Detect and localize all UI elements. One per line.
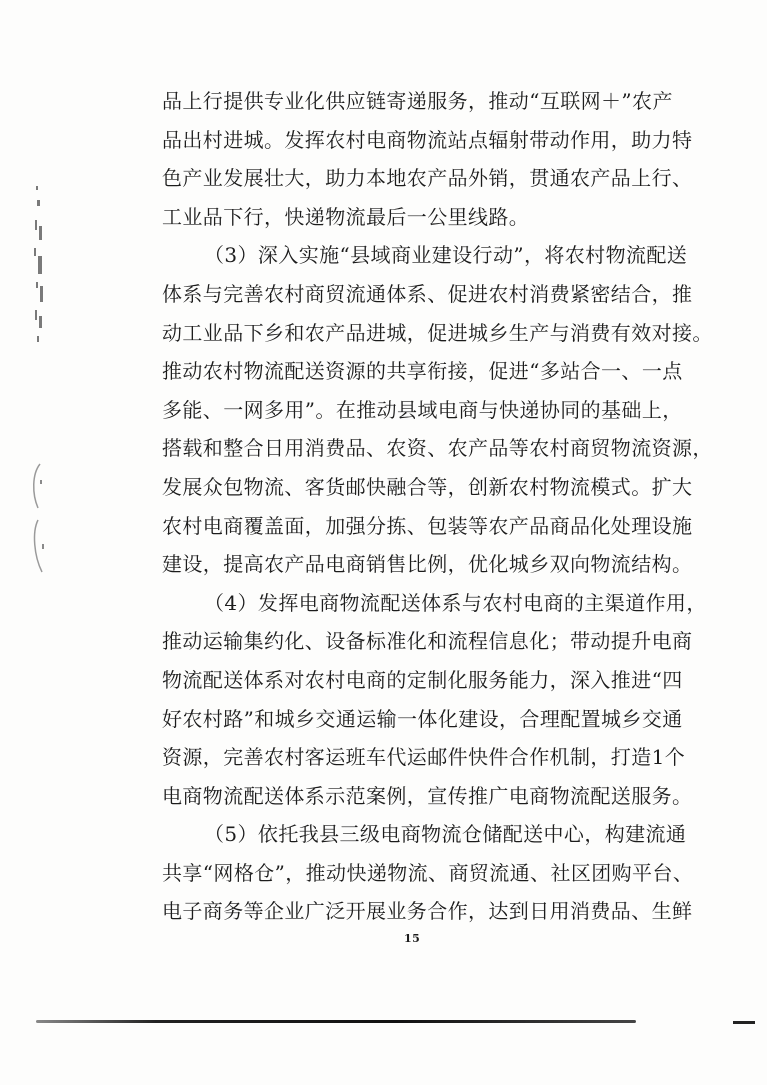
- paragraph-line: 品出村进城。发挥农村电商物流站点辐射带动作用，助力特: [162, 127, 693, 152]
- paragraph-line: 动工业品下乡和农产品进城，促进城乡生产与消费有效对接。: [162, 320, 713, 345]
- paragraph-line: 体系与完善农村商贸流通体系、促进农村消费紧密结合，推: [162, 281, 693, 306]
- paragraph-line: 品上行提供专业化供应链寄递服务，推动“互联网＋”农产: [162, 89, 673, 113]
- paragraph-4-first-line: （4）发挥电商物流配送体系与农村电商的主渠道作用，: [204, 590, 707, 615]
- paragraph-line: 发展众包物流、客货邮快融合等，创新农村物流模式。扩大: [162, 474, 693, 499]
- page-number: 15: [404, 932, 421, 945]
- paragraph-line: 物流配送体系对农村电商的定制化服务能力，深入推进“四: [162, 667, 683, 692]
- footer-edge-mark: [733, 1021, 755, 1024]
- paragraph-line: 色产业发展壮大，助力本地农产品外销，贯通农产品上行、: [162, 166, 693, 191]
- binding-hole-marks-top: [28, 186, 50, 346]
- paragraph-line: 农村电商覆盖面，加强分拣、包装等农产品商品化处理设施: [162, 513, 693, 538]
- paragraph-line: 推动农村物流配送资源的共享衔接，促进“多站合一、一点: [162, 359, 683, 384]
- paragraph-3-first-line: （3）深入实施“县域商业建设行动”，将农村物流配送: [204, 243, 688, 268]
- paragraph-line: 工业品下行，快递物流最后一公里线路。: [162, 204, 530, 229]
- paragraph-5-first-line: （5）依托我县三级电商物流仓储配送中心，构建流通: [204, 822, 687, 847]
- paragraph-line: 搭载和整合日用消费品、农资、农产品等农村商贸物流资源，: [162, 436, 713, 461]
- paragraph-line: 电商物流配送体系示范案例，宣传推广电商物流配送服务。: [162, 783, 693, 808]
- paragraph-line: 资源，完善农村客运班车代运邮件快件合作机制，打造1个: [162, 745, 686, 770]
- body-text: [162, 82, 713, 931]
- paragraph-line: 多能、一网多用”。在推动县域电商与快递协同的基础上，: [162, 397, 683, 422]
- paragraph-line: 推动运输集约化、设备标准化和流程信息化；带动提升电商: [162, 629, 693, 654]
- paragraph-line: 共享“网格仓”，推动快递物流、商贸流通、社区团购平台、: [162, 860, 694, 885]
- paragraph-line: 电子商务等企业广泛开展业务合作，达到日用消费品、生鲜: [162, 899, 693, 924]
- footer-scan-edge-line: [36, 1020, 636, 1023]
- paragraph-line: 建设，提高农产品电商销售比例，优化城乡双向物流结构。: [162, 552, 693, 577]
- paragraph-line: 好农村路”和城乡交通运输一体化建设，合理配置城乡交通: [162, 706, 683, 731]
- binding-hole-marks-middle: [26, 460, 50, 580]
